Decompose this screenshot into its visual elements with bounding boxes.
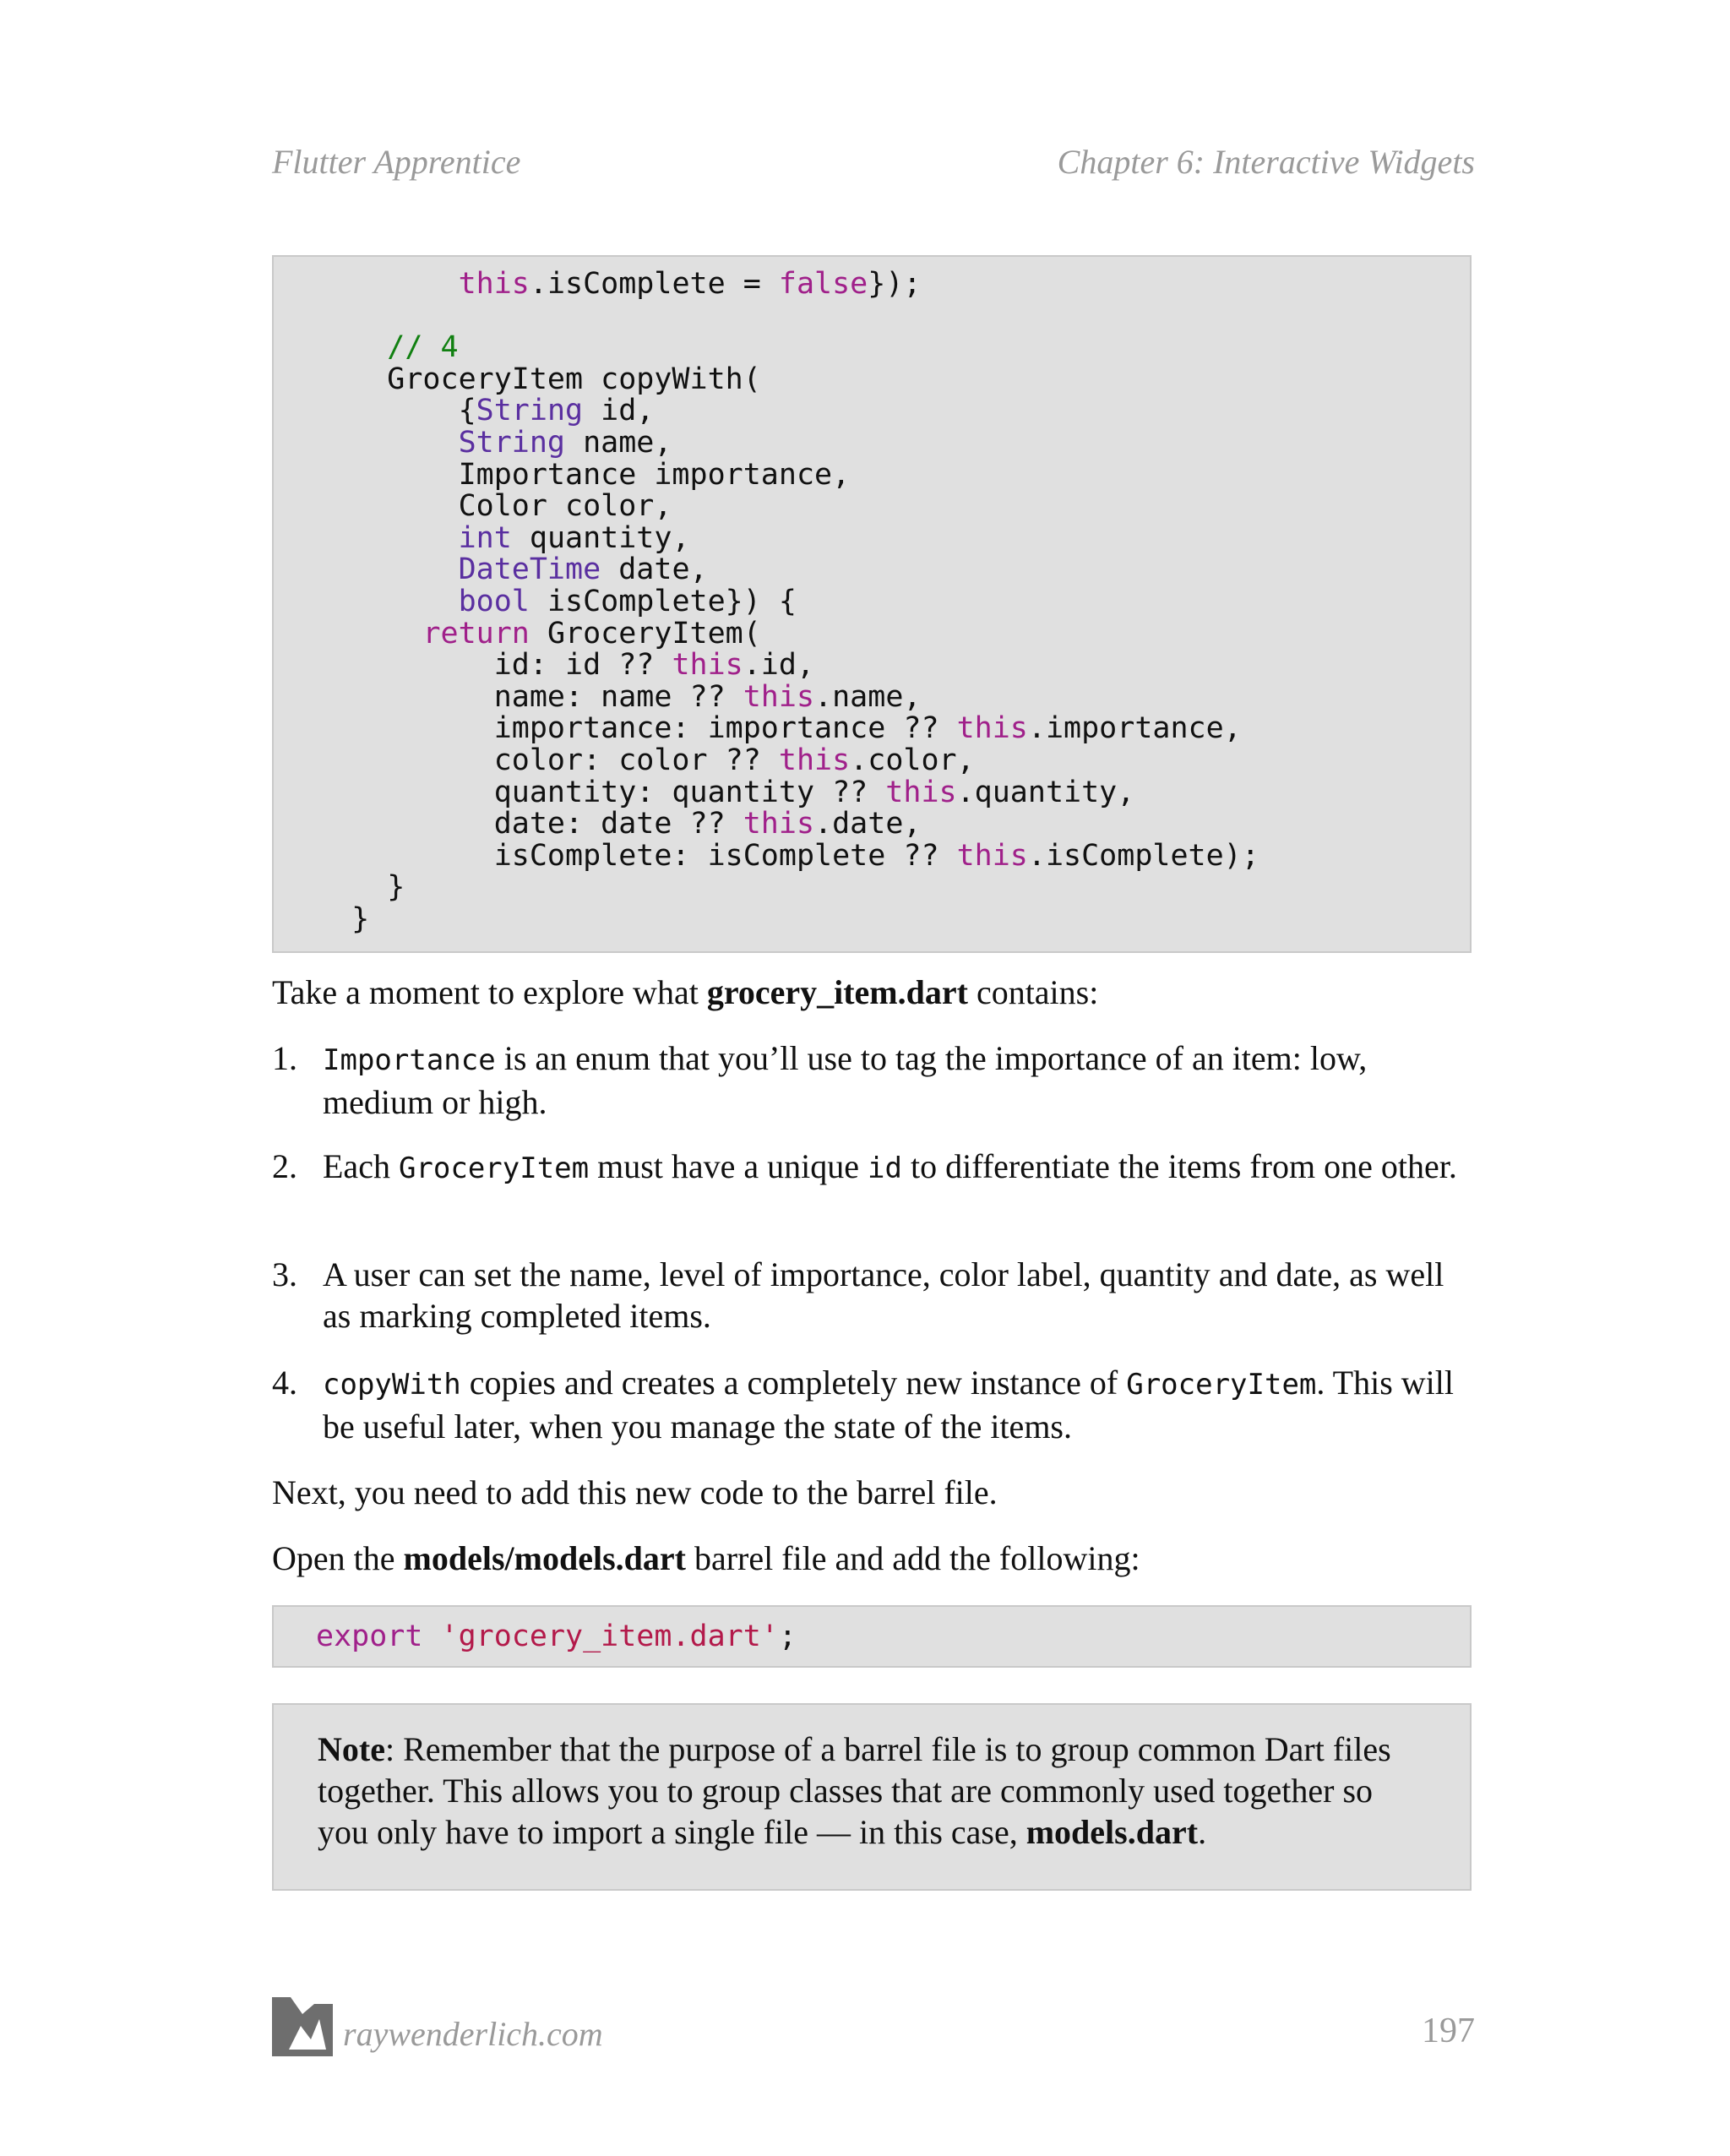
code-keyword: this: [778, 743, 851, 777]
code-keyword: this: [956, 711, 1028, 746]
note-period: .: [1198, 1813, 1207, 1851]
note-label: Note: [318, 1730, 385, 1768]
code-keyword: this: [672, 648, 743, 683]
list-item-sentence: to differentiate the items from one other.: [902, 1147, 1457, 1185]
code-keyword: export: [316, 1620, 423, 1653]
code-keyword: this: [956, 838, 1028, 873]
list-item-sentence: . This will be useful later, when you manage the state of the items.: [323, 1364, 1455, 1446]
code-comment: // 4: [387, 330, 459, 365]
list-item-number: 4.: [272, 1364, 297, 1402]
list-item-sentence: is an enum that you’ll use to tag the importance of an item: low, medium or high.: [323, 1039, 1368, 1121]
list-item-sentence: copies and creates a completely new instance of: [460, 1364, 1127, 1402]
list-item-text: [323, 1362, 1472, 1447]
intro-filename: grocery_item.dart: [706, 973, 968, 1011]
list-item-sentence: A user can set the name, level of importance, color label, quantity and date, as well as marking completed items.: [323, 1255, 1444, 1335]
inline-code: Importance: [323, 1043, 496, 1077]
open-text-before: Open the: [272, 1539, 404, 1577]
code-keyword: false: [778, 267, 868, 301]
next-paragraph: Next, you need to add this new code to the barrel file.: [272, 1473, 998, 1511]
inline-code: GroceryItem: [398, 1152, 590, 1185]
page-number: 197: [1422, 2012, 1475, 2050]
code-string: 'grocery_item.dart': [440, 1620, 779, 1653]
list-item-number: 1.: [272, 1039, 297, 1077]
list-item-sentence: Each: [323, 1147, 399, 1185]
open-paragraph: [272, 1538, 1472, 1579]
note-box: [272, 1703, 1472, 1891]
note-filename: models.dart: [1025, 1813, 1199, 1851]
open-filename: models/models.dart: [403, 1539, 686, 1577]
code-type: String: [458, 425, 566, 460]
intro-text-before: Take a moment to explore what: [272, 973, 707, 1011]
footer-site: raywenderlich.com: [343, 2015, 603, 2053]
list-item-number: 2.: [272, 1147, 297, 1185]
code-type: String: [476, 394, 584, 428]
book-title: Flutter Apprentice: [272, 143, 521, 181]
list-item-text: [323, 1037, 1472, 1123]
inline-code: GroceryItem: [1126, 1368, 1317, 1402]
intro-paragraph: [272, 972, 1472, 1013]
code-keyword: this: [885, 775, 957, 809]
list-item-sentence: must have a unique: [589, 1147, 868, 1185]
inline-code: id: [868, 1152, 902, 1185]
code-type: DateTime: [458, 553, 601, 587]
code-keyword: this: [743, 679, 815, 714]
code-type: bool: [458, 584, 530, 618]
page-header: [272, 142, 1475, 189]
code-keyword: this: [743, 807, 815, 841]
note-text: : Remember that the purpose of a barrel file is to group common Dart files together. This allows you to group classes that are commonly used together so you only have to import a single file — in this case,: [318, 1730, 1391, 1851]
chapter-title: Chapter 6: Interactive Widgets: [1057, 143, 1475, 181]
code-type: int: [458, 520, 512, 555]
inline-code: copyWith: [323, 1368, 461, 1402]
code-listing: this.isComplete = false}); // 4 GroceryItem copyWith( {String id, String name, Importance importance, Color color, int quantity, DateTime date, bool isComplete}) { return GroceryItem( id: id ?? this.id, name: name ?? this.name, importance: importance ?? this.importance, color: color ?? this.color, quantity: quantity ?? this.quantity, date: date ?? this.date, isComplete: isComplete ?? this.isComplete); } }: [351, 267, 1259, 936]
list-item-number: 3.: [272, 1255, 297, 1293]
code-block-export: [272, 1605, 1472, 1668]
open-text-after: barrel file and add the following:: [685, 1539, 1140, 1577]
list-item-text: [323, 1146, 1472, 1190]
code-keyword: this: [458, 267, 530, 301]
intro-text-after: contains:: [967, 973, 1099, 1011]
list-item-text: [323, 1254, 1472, 1337]
raywenderlich-logo-icon: [272, 1997, 333, 2056]
code-block-grocery-item: [272, 255, 1472, 953]
code-terminator: ;: [778, 1620, 797, 1653]
code-keyword: return: [422, 616, 530, 651]
export-line: [316, 1621, 1470, 1653]
